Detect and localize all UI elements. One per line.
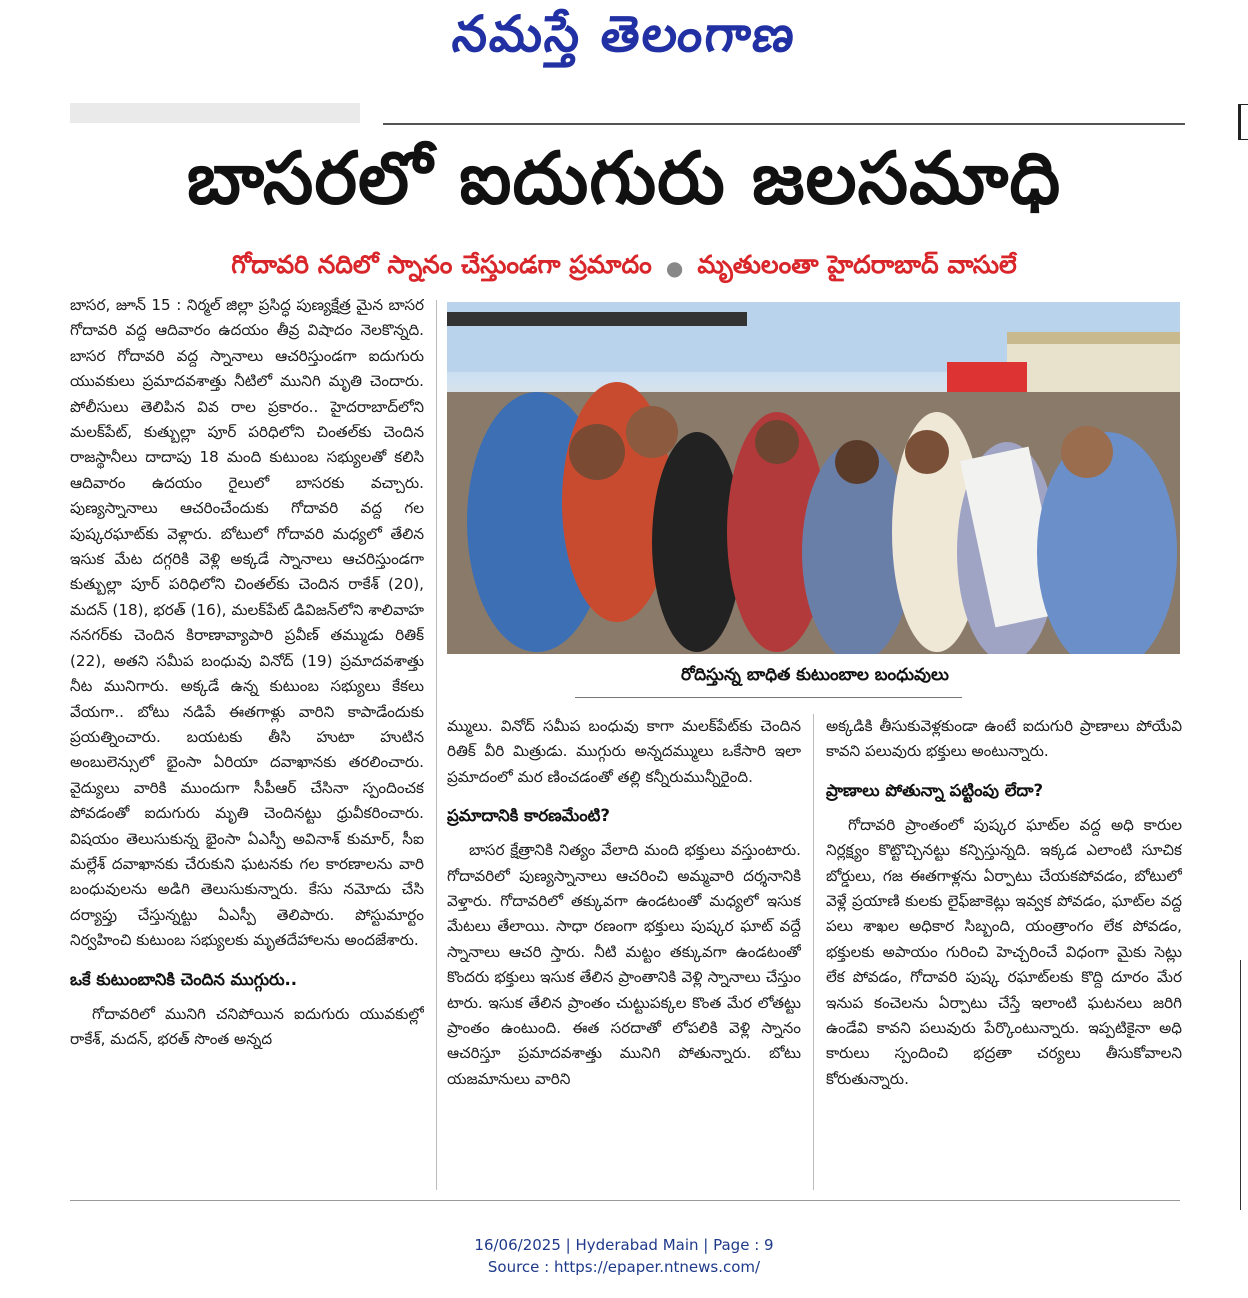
- article-column-2: [447, 714, 801, 1188]
- masthead: [0, 0, 1248, 80]
- page-edge-marker: [1238, 104, 1248, 140]
- article-column-1: [70, 293, 424, 1188]
- article-paragraph: మ్ములు. వినోద్ సమీప బంధువు కాగా మలక్‌పేట్‌కు చెందిన రితిక్ వీరి మిత్రుడు. ముగ్గురు అన్నదమ్ములు ఒకేసారి ఇలా ప్రమాదంలో మర ణించడంతో తల్లి కన్నీరుమున్నీరైంది.: [447, 717, 801, 786]
- footer-edition-info: 16/06/2025 | Hyderabad Main | Page : 9: [474, 1236, 774, 1254]
- article-subheadline: [60, 246, 1188, 290]
- article-paragraph: బాసర, జూన్ 15 : నిర్మల్ జిల్లా ప్రసిద్ధ పుణ్యక్షేత్ర మైన బాసర గోదావరి వద్ద ఆదివారం ఉదయం తీవ్ర విషాదం నెలకొన్నది. బాసర గోదావరి వద్ద స్నానాలు ఆచరిస్తుండగా ఐదుగురు యువకులు ప్రమాదవశాత్తు నీటిలో మునిగి మృతి చెందారు. పోలీసులు తెలిపిన వివ రాల ప్రకారం.. హైదరాబాద్‌లోని మలక్‌పేట్, కుత్బుల్లా పూర్ పరిధిలోని చింతల్‌కు చెందిన రాజస్థానీలు దాదాపు 18 మంది కుటుంబ సభ్యులతో కలిసి ఆదివారం ఉదయం రైలులో బాసరకు వచ్చారు. పుణ్యస్నానాలు ఆచరించేందుకు గోదావరి వద్ద గల పుష్కరఘాట్‌కు వెళ్లారు. బోటులో గోదావరి మధ్యలో తేలిన ఇసుక మేట దగ్గరికి వెళ్లి అక్కడే స్నానాలు ఆచరిస్తుండగా కుత్బుల్లా పూర్ పరిధిలోని చింతల్‌కు చెందిన రాకేశ్ (20), మదన్ (18), భరత్ (16), మలక్‌పేట్ డివిజన్‌లోని శాలివాహ ననగర్‌కు చెందిన కిరాణావ్యాపారి ప్రవీణ్ తమ్ముడు రితిక్ (22), అతని సమీప బంధువు వినోద్ (19) ప్రమాదవశాత్తు నీట మునిగారు. అక్కడే ఉన్న కుటుంబ సభ్యులు కేకలు వేయగా.. బోటు నడిపే ఈతగాళ్లు వారిని కాపాడేందుకు ప్రయత్నించారు. బయటకు తీసి హుటా హుటిన అంబులెన్సులో భైంసా ఏరియా దవాఖానకు తరలించారు. వైద్యులు వారికి ముందుగా సీపీఆర్ చేసినా స్పందించక పోవడంతో ఐదుగురు మృతి చెందినట్టు ధ్రువీకరించారు. విషయం తెలుసుకున్న భైంసా ఏఎస్పీ అవినాశ్ కుమార్, సీఐ మల్లేశ్ దవాఖానకు చేరుకుని ఘటనకు గల కారణాలను వారి బంధువులను అడిగి తెలుసుకున్నారు. కేసు నమోదు చేసి దర్యాప్తు చేస్తున్నట్టు ఏఎస్పీ తెలిపారు. పోస్టుమార్టం నిర్వహించి కుటుంబ సభ్యులకు మృతదేహాలను అందజేశారు.: [70, 296, 424, 950]
- header-rule: [383, 123, 1185, 125]
- subhead-2: మృతులంతా హైదరాబాద్ వాసులే: [697, 250, 1017, 279]
- page-footer: [0, 1234, 1248, 1284]
- article-paragraph: గోదావరి ప్రాంతంలో పుష్కర ఘాట్‌ల వద్ద అధి కారుల నిర్లక్ష్యం కొట్టొచ్చినట్టు కన్పిస్తున్నది. ఇక్కడ ఎలాంటి సూచిక బోర్డులు, గజ ఈతగాళ్లను ఏర్పాటు చేయకపోవడం, బోటులో వెళ్లే ప్రయాణి కులకు లైఫ్‌జాకెట్లు ఇవ్వక పోవడం, ఘాట్‌ల వద్ద పలు శాఖల అధికార సిబ్బంది, యంత్రాంగం లేక పోవడం, భక్తులకు అపాయం గురించి హెచ్చరించే విధంగా మైకు సెట్లు లేక పోవడం, గోదావరి పుష్క రఘాట్‌లకు కొద్ది దూరం మేర ఇనుప కంచెలను ఏర్పాటు చేస్తే ఇలాంటి ఘటనలు జరిగి ఉండేవి కావని పలువురు పేర్కొంటున్నారు. ఇప్పటికైనా అధి కారులు స్పందించి భద్రతా చర్యలు తీసుకోవాలని కోరుతున్నారు.: [826, 815, 1182, 1088]
- header-gray-band: [70, 103, 360, 123]
- column-divider: [436, 300, 437, 1190]
- article-headline: బాసరలో ఐదుగురు జలసమాధి: [186, 136, 1062, 220]
- article-column-3: [826, 714, 1182, 1188]
- bottom-rule: [70, 1200, 1180, 1201]
- bullet-dot-icon: ●: [665, 256, 684, 280]
- crowd-photo-illustration: [447, 302, 1180, 654]
- article-photo: [447, 302, 1180, 654]
- column-divider: [813, 714, 814, 1190]
- article-paragraph: అక్కడికి తీసుకువెళ్లకుండా ఉంటే ఐదుగురి ప్రాణాలు పోయేవి కావని పలువురు భక్తులు అంటున్నారు.: [826, 717, 1182, 761]
- subhead-1: గోదావరి నదిలో స్నానం చేస్తుండగా ప్రమాదం: [231, 250, 652, 279]
- section-heading: ప్రాణాలు పోతున్నా పట్టింపు లేదా?: [826, 780, 1044, 800]
- section-heading: ఒకే కుటుంబానికి చెందిన ముగ్గురు..: [70, 969, 298, 989]
- footer-source-link[interactable]: Source : https://epaper.ntnews.com/: [487, 1258, 761, 1276]
- section-heading: ప్రమాదానికి కారణమేంటి?: [447, 806, 610, 826]
- article-paragraph: బాసర క్షేత్రానికి నిత్యం వేలాది మంది భక్తులు వస్తుంటారు. గోదావరిలో పుణ్యస్నానాలు ఆచరించి అమ్మవారి దర్శనానికి వెళ్తారు. గోదావరిలో తక్కువగా ఉండటంతో మధ్యలో ఇసుక మేటలు తేలాయి. సాధా రణంగా భక్తులు పుష్కర ఘాట్ వద్దే స్నానాలు ఆచరి స్తారు. నీటి మట్టం తక్కువగా ఉండటంతో కొందరు భక్తులు ఇసుక తేలిన ప్రాంతానికి వెళ్లి స్నానాలు చేస్తుం టారు. ఇసుక తేలిన ప్రాంతం చుట్టుపక్కల కొంత మేర లోతట్టు ప్రాంతం ఉంటుంది. ఈత సరదాతో లోపలికి వెళ్లి స్నానం ఆచరిస్తూ ప్రమాదవశాత్తు మునిగి పోతున్నారు. బోటు యజమానులు వారిని: [447, 841, 801, 1088]
- photo-caption: రోదిస్తున్న బాధిత కుటుంబాల బంధువులు: [681, 665, 949, 685]
- caption-rule: [575, 697, 962, 698]
- article-paragraph: గోదావరిలో మునిగి చనిపోయిన ఐదుగురు యువకుల్లో రాకేశ్, మదన్, భరత్ సొంత అన్నద: [70, 1004, 424, 1048]
- page-edge-marker: [1240, 960, 1248, 1210]
- newspaper-logo: నమస్తే తెలంగాణ: [449, 4, 800, 63]
